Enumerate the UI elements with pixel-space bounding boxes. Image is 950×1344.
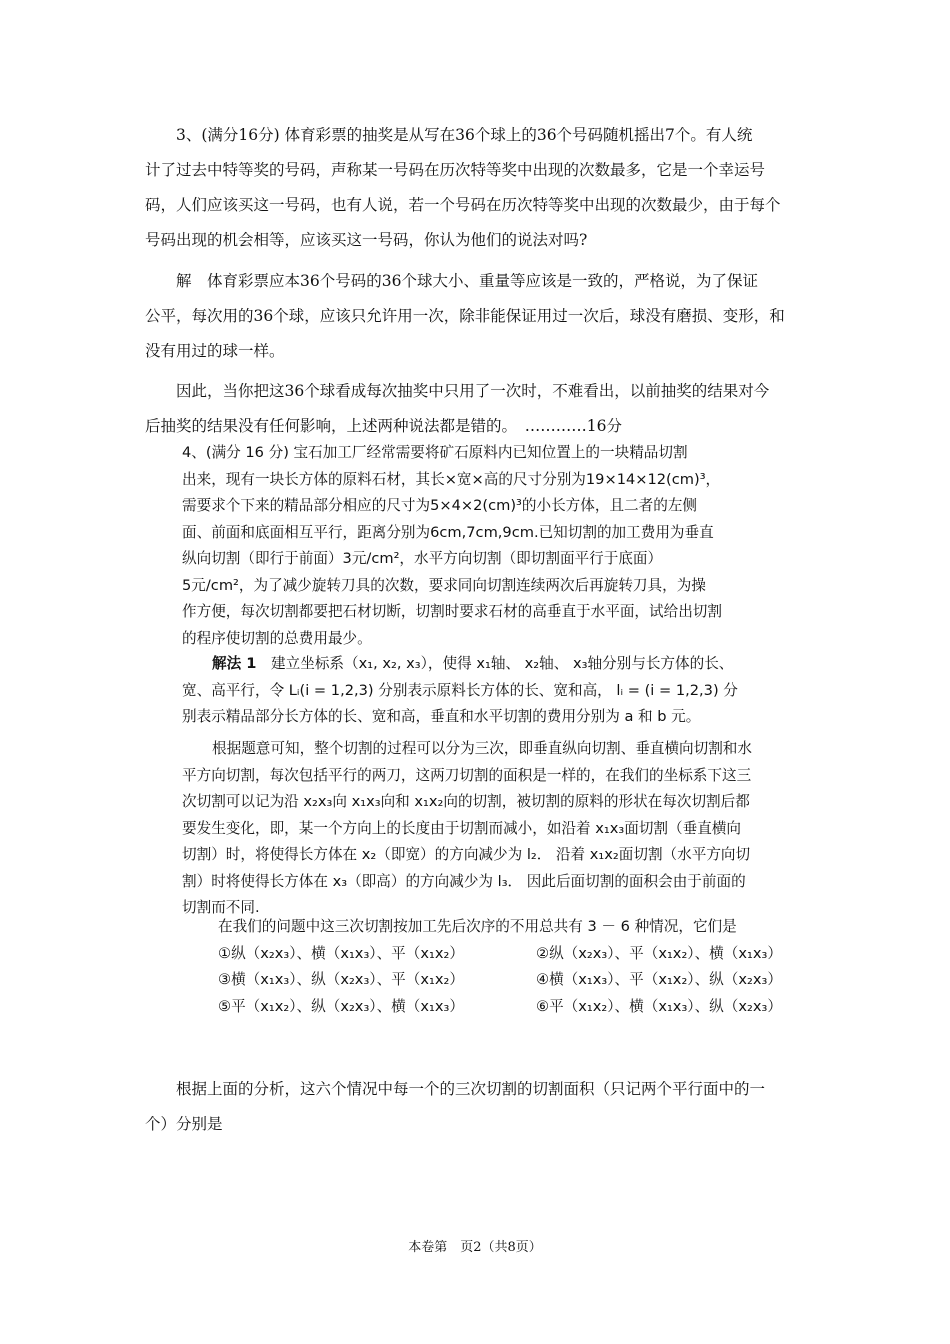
text-line: 要发生变化，即，某一个方向上的长度由于切割而减小，如沿着 x₁x₃面切割（垂直横向 xyxy=(182,819,741,837)
case-item: ⑥平（x₁x₂）、横（x₁x₃）、纵（x₂x₃） xyxy=(536,997,782,1015)
problem-3-question xyxy=(145,118,810,258)
text-line: 因此，当你把这36个球看成每次抽奖中只用了一次时，不难看出，以前抽奖的结果对今 xyxy=(176,382,770,400)
case-item: ①纵（x₂x₃）、横（x₁x₃）、平（x₁x₂） xyxy=(218,944,464,962)
case-item: ④横（x₁x₃）、平（x₁x₂）、纵（x₂x₃） xyxy=(536,971,782,988)
case-row xyxy=(218,941,782,968)
text-line: 别表示精品部分长方体的长、宽和高，垂直和水平切割的费用分别为 a 和 b 元。 xyxy=(182,708,701,725)
text-line: 割）时将使得长方体在 x₃（即高）的方向减少为 l₃． 因此后面切割的面积会由于前面的 xyxy=(182,872,746,890)
text-line: 需要求个下来的精品部分相应的尺寸为5×4×2(cm)³的小长方体，且二者的左侧 xyxy=(182,497,698,514)
closing-paragraph xyxy=(145,1072,810,1142)
text-line: 宽、高平行，令 Lᵢ(i = 1,2,3) 分别表示原料长方体的长、宽和高， lᵢ = (i = 1,2,3) 分 xyxy=(182,681,738,699)
cases-list xyxy=(218,914,782,1020)
text-line: 作方便，每次切割都要把石材切断，切割时要求石材的高垂直于水平面，试给出切割 xyxy=(182,603,722,620)
solution-label: 解法 1 xyxy=(212,655,257,672)
text-line: 面、前面和底面相互平行，距离分别为6cm,7cm,9cm.已知切割的加工费用为垂直 xyxy=(182,523,714,541)
text-line: 解法 1 建立坐标系（x₁, x₂, x₃），使得 x₁轴、 x₂轴、 x₃轴分别与长方体的长、 xyxy=(212,655,734,672)
text-line: 5元/cm²，为了减少旋转刀具的次数，要求同向切割连续两次后再旋转刀具，为操 xyxy=(182,576,706,594)
problem-3-answer xyxy=(145,264,810,369)
text-line: 纵向切割（即行于前面）3元/cm²，水平方向切割（即切割面平行于底面） xyxy=(182,550,663,567)
text-line: 个）分别是 xyxy=(145,1115,223,1133)
case-row xyxy=(218,967,782,994)
text-line: 平方向切割，每次包括平行的两刀，这两刀切割的面积是一样的，在我们的坐标系下这三 xyxy=(182,766,752,784)
text-line: 4、(满分 16 分) 宝石加工厂经常需要将矿石原料内已知位置上的一块精品切割 xyxy=(182,444,688,461)
case-item: ②纵（x₂x₃）、平（x₁x₂）、横（x₁x₃） xyxy=(536,944,782,962)
text-line: 后抽奖的结果没有任何影响，上述两种说法都是错的。 …………16分 xyxy=(145,417,622,435)
text-line: 公平，每次用的36个球，应该只允许用一次，除非能保证用过一次后，球没有磨损、变形，和 xyxy=(145,307,785,325)
problem-4-solution xyxy=(182,651,810,731)
text-line: 根据上面的分析，这六个情况中每一个的三次切割的切割面积（只记两个平行面中的一 xyxy=(176,1080,766,1098)
text-line: 解 体育彩票应本36个号码的36个球大小、重量等应该是一致的，严格说，为了保证 xyxy=(176,272,758,290)
text-line: 码，人们应该买这一号码，也有人说，若一个号码在历次特等奖中出现的次数最少，由于每个 xyxy=(145,196,781,214)
text-line: 号码出现的机会相等，应该买这一号码，你认为他们的说法对吗? xyxy=(145,231,588,249)
text-line: 根据题意可知，整个切割的过程可以分为三次，即垂直纵向切割、垂直横向切割和水 xyxy=(212,740,752,757)
cases-intro: 在我们的问题中这三次切割按加工先后次序的不用总共有 3 － 6 种情况，它们是 xyxy=(218,918,737,935)
text-line: 切割）时，将使得长方体在 x₂（即宽）的方向减少为 l₂． 沿着 x₁x₂面切割（水平方向切 xyxy=(182,846,751,863)
problem-4-question xyxy=(182,440,810,652)
problem-4-analysis xyxy=(182,736,810,922)
text-line: 次切割可以记为沿 x₂x₃向 x₁x₃向和 x₁x₂向的切割，被切割的原料的形状在每次切割后都 xyxy=(182,793,750,810)
problem-3-conclusion xyxy=(145,374,810,444)
case-row xyxy=(218,994,782,1021)
text-line: 计了过去中特等奖的号码，声称某一号码在历次特等奖中出现的次数最多，它是一个幸运号 xyxy=(145,161,766,179)
case-item: ⑤平（x₁x₂）、纵（x₂x₃）、横（x₁x₃） xyxy=(218,997,464,1015)
case-item: ③横（x₁x₃）、纵（x₂x₃）、平（x₁x₂） xyxy=(218,971,464,988)
text-line: 的程序使切割的总费用最少。 xyxy=(182,629,372,647)
text-line: 切割而不同. xyxy=(182,899,260,916)
text-line: 3、(满分16分) 体育彩票的抽奖是从写在36个球上的36个号码随机摇出7个。有人统 xyxy=(176,126,753,144)
text-line: 没有用过的球一样。 xyxy=(145,342,285,360)
page-footer: 本卷第 页2（共8页） xyxy=(408,1240,542,1255)
text-line: 出来，现有一块长方体的原料石材，其长×宽×高的尺寸分别为19×14×12(cm)³， xyxy=(182,470,721,488)
